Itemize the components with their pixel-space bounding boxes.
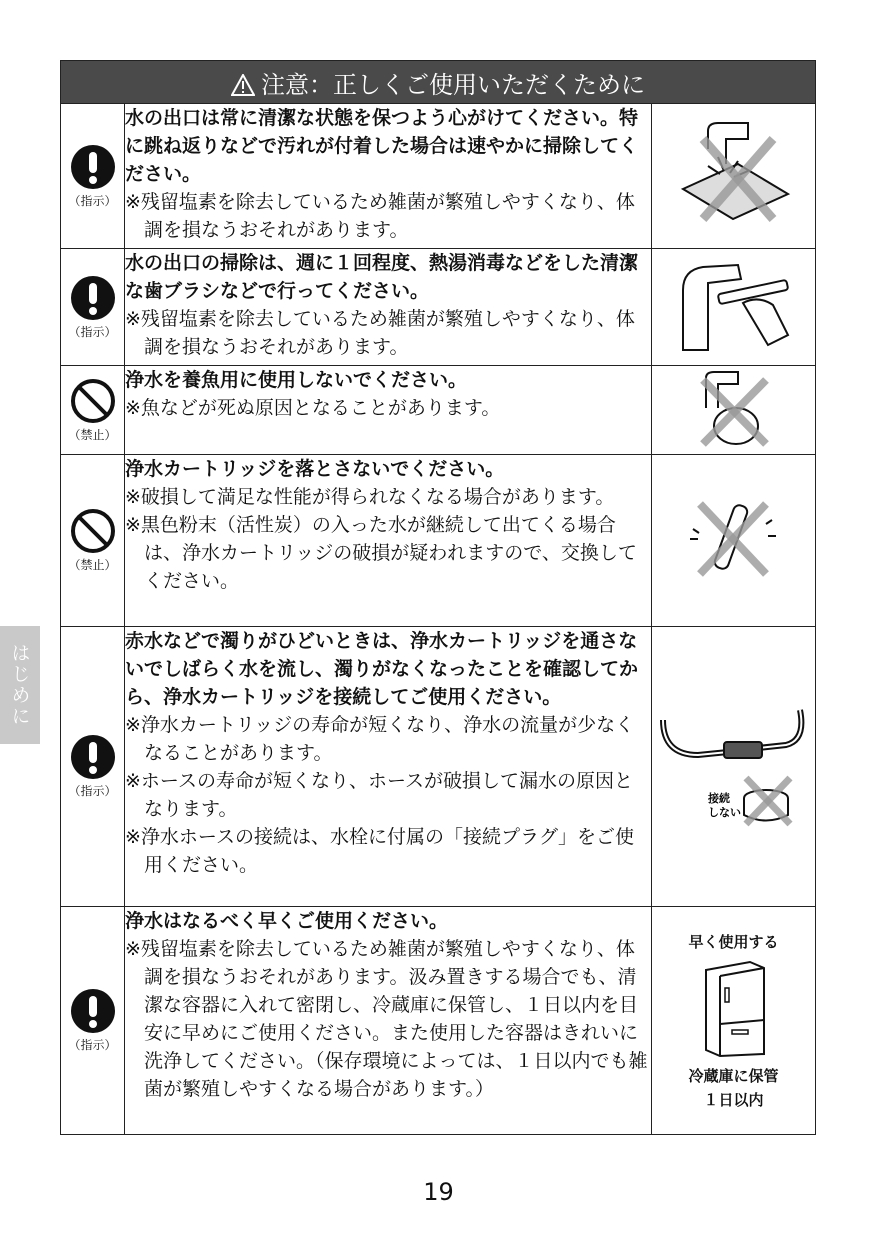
table-row xyxy=(61,627,816,907)
row-note: ※黒色粉末（活性炭）の入った水が継続して出てくる場合は、浄水カートリッジの破損が疑われますので、交換してください。 xyxy=(125,514,637,592)
section-side-tab xyxy=(0,626,40,744)
row-note: ※ホースの寿命が短くなり、ホースが破損して漏水の原因となります。 xyxy=(125,770,634,820)
symbol-caption: （禁止） xyxy=(68,558,117,572)
page-number: 19 xyxy=(423,1178,454,1206)
symbol-caption: （指示） xyxy=(68,193,117,208)
row-lead: 水の出口は常に清潔な状態を保つよう心がけてください。特に跳ね返りなどで汚れが付着した場合は速やかに掃除してください。 xyxy=(125,107,639,185)
faucet-splash-prohibited-illustration xyxy=(668,119,798,229)
hose-label-connect: 接続 xyxy=(708,791,731,805)
refrigerator-icon xyxy=(698,958,768,1058)
row-text xyxy=(125,907,652,1135)
row-lead: 浄水はなるべく早くご使用ください。 xyxy=(125,910,449,932)
row-note: ※浄水ホースの接続は、水栓に付属の「接続プラグ」をご使用ください。 xyxy=(125,826,634,876)
row-note: ※破損して満足な性能が得られなくなる場合があります。 xyxy=(125,486,615,508)
row-lead: 水の出口の掃除は、週に１回程度、熱湯消毒などをした清潔な歯ブラシなどで行ってください。 xyxy=(125,252,639,302)
row-text xyxy=(125,627,652,907)
hose-label-not: しない xyxy=(708,805,742,819)
toothbrush-cleaning-illustration xyxy=(663,255,803,355)
row-lead: 浄水を養魚用に使用しないでください。 xyxy=(125,369,468,391)
prohibited-symbol-cell xyxy=(61,455,125,627)
symbol-caption: （指示） xyxy=(68,324,117,339)
row-lead: 浄水カートリッジを落とさないでください。 xyxy=(125,458,505,480)
mandatory-icon xyxy=(70,144,116,190)
table-row xyxy=(61,249,816,366)
instruction-symbol-cell xyxy=(61,249,125,366)
table-row xyxy=(61,455,816,627)
row-note: ※浄水カートリッジの寿命が短くなり、浄水の流量が少なくなることがあります。 xyxy=(125,714,635,764)
symbol-caption: （指示） xyxy=(68,784,117,798)
row-illustration xyxy=(651,907,815,1135)
hose-connection-illustration xyxy=(658,700,808,830)
row-lead: 赤水などで濁りがひどいときは、浄水カートリッジを通さないでしばらく水を流し、濁りがなくなったことを確認してから、浄水カートリッジを接続してご使用ください。 xyxy=(125,630,639,708)
fishbowl-prohibited-illustration xyxy=(688,368,778,448)
symbol-caption: （指示） xyxy=(68,1038,117,1052)
table-row xyxy=(61,907,816,1135)
row-note: ※残留塩素を除去しているため雑菌が繁殖しやすくなり、体調を損なうおそれがあります。汲み置きする場合でも、清潔な容器に入れて密閉し、冷蔵庫に保管し、１日以内を目安に早めにご使用ください。また使用した容器はきれいに洗浄してください。（保存環境によっては、１日以内でも雑菌が繁殖しやすくなる場合があります。） xyxy=(125,938,648,1100)
row-note: ※残留塩素を除去しているため雑菌が繁殖しやすくなり、体調を損なうおそれがあります。 xyxy=(125,191,635,241)
symbol-caption: （禁止） xyxy=(68,427,117,442)
table-header xyxy=(61,61,816,104)
mandatory-icon xyxy=(70,275,116,321)
side-tab-label: はじめに xyxy=(8,643,31,727)
table-row xyxy=(61,366,816,455)
row-text xyxy=(125,249,652,366)
row-illustration xyxy=(651,104,815,249)
instruction-symbol-cell xyxy=(61,627,125,907)
row-illustration xyxy=(651,627,815,907)
row-illustration xyxy=(651,455,815,627)
mandatory-icon xyxy=(70,734,116,780)
instruction-symbol-cell xyxy=(61,104,125,249)
caution-table xyxy=(60,60,816,1135)
row-text xyxy=(125,366,652,455)
table-row xyxy=(61,104,816,249)
prohibition-icon xyxy=(70,508,116,554)
row-note: ※残留塩素を除去しているため雑菌が繁殖しやすくなり、体調を損なうおそれがあります。 xyxy=(125,308,635,358)
fridge-caption-top: 早く使用する xyxy=(688,933,779,951)
row-text xyxy=(125,455,652,627)
prohibited-symbol-cell xyxy=(61,366,125,455)
row-illustration xyxy=(651,366,815,455)
warning-triangle-icon xyxy=(231,74,255,96)
instruction-symbol-cell xyxy=(61,907,125,1135)
fridge-caption-storage: 冷蔵庫に保管 xyxy=(688,1067,779,1085)
table-title: 注意：正しくご使用いただくために xyxy=(261,70,645,99)
row-note: ※魚などが死ぬ原因となることがあります。 xyxy=(125,397,501,419)
row-text xyxy=(125,104,652,249)
mandatory-icon xyxy=(70,988,116,1034)
prohibition-icon xyxy=(70,378,116,424)
dropped-cartridge-prohibited-illustration xyxy=(678,494,788,584)
fridge-caption-duration: １日以内 xyxy=(703,1091,764,1109)
row-illustration xyxy=(651,249,815,366)
